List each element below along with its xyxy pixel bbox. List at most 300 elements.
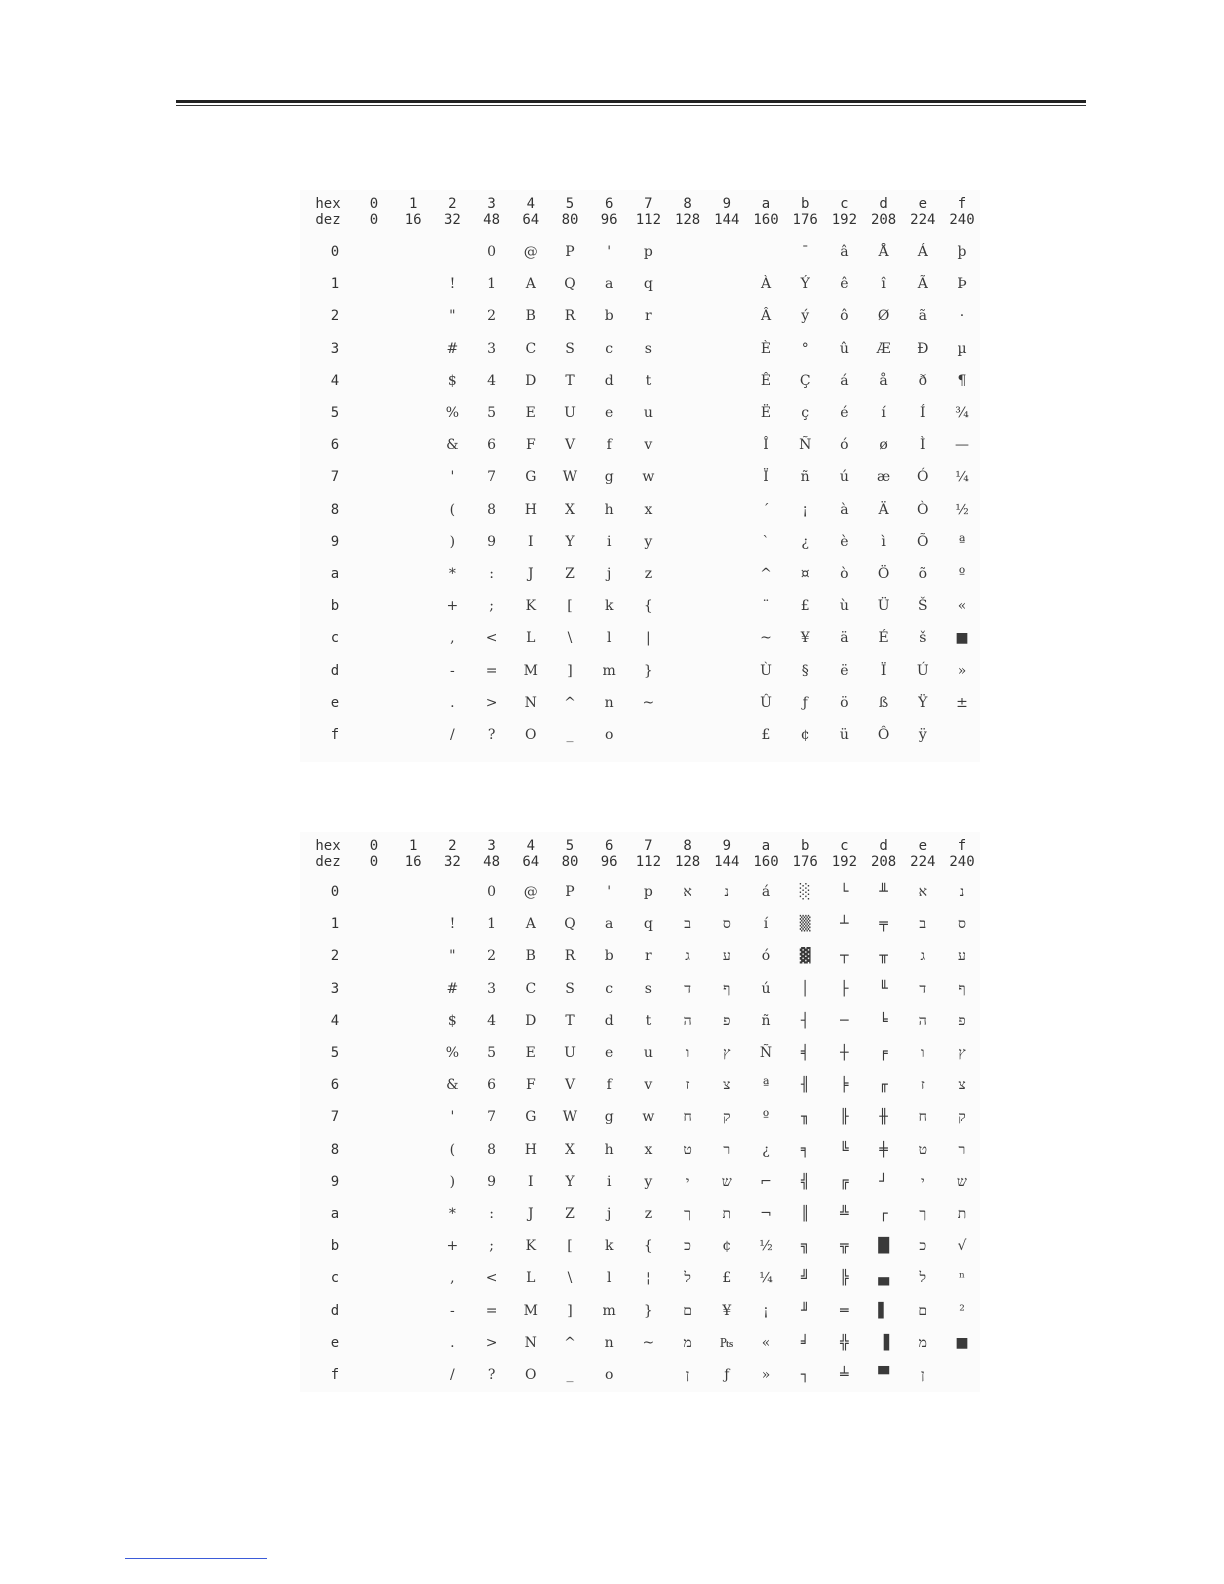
table-row	[300, 1134, 980, 1166]
char-cell: ?	[487, 727, 496, 743]
char-cell: י	[685, 1173, 690, 1190]
char-cell: ë	[840, 662, 849, 679]
char-cell	[707, 590, 747, 622]
char-cell: ,	[450, 630, 455, 647]
char-cell	[942, 719, 982, 751]
table-row	[300, 1101, 980, 1133]
char-cell: o	[604, 727, 614, 743]
char-cell: ש	[957, 1173, 967, 1190]
char-cell: <	[485, 1270, 498, 1287]
char-cell: _	[566, 727, 574, 743]
char-cell: z	[644, 566, 653, 582]
char-cell	[393, 655, 433, 687]
char-cell: þ	[957, 244, 967, 260]
char-cell: ê	[840, 276, 849, 293]
char-cell: ╨	[879, 884, 888, 900]
table-row	[300, 655, 980, 687]
row-label: c	[330, 630, 340, 647]
char-cell: ך	[684, 1206, 692, 1222]
dez-col-header: 208	[870, 854, 897, 870]
char-cell: M	[523, 662, 538, 679]
hex-col-header: 7	[644, 838, 653, 854]
char-cell: T	[565, 1012, 575, 1029]
char-cell: C	[525, 980, 537, 997]
char-cell: ס	[722, 916, 731, 933]
char-cell: V	[564, 437, 576, 454]
dez-col-header: 192	[831, 854, 858, 870]
char-cell: n	[604, 1334, 614, 1351]
char-cell: a	[605, 916, 614, 933]
char-cell: מ	[683, 1334, 692, 1351]
char-cell: [	[567, 1238, 573, 1255]
char-cell: ;	[489, 598, 494, 615]
char-cell: £	[761, 727, 771, 743]
char-cell: *	[448, 1206, 456, 1222]
table-row	[300, 1069, 980, 1101]
char-cell: _	[566, 1367, 574, 1383]
char-cell: i	[606, 533, 612, 550]
char-cell: 3	[487, 980, 497, 997]
char-cell	[354, 429, 394, 461]
char-cell: י	[920, 1173, 925, 1190]
character-table-2	[300, 832, 980, 1392]
char-cell	[354, 973, 394, 1005]
char-cell: 5	[487, 405, 497, 421]
char-cell	[707, 236, 747, 268]
char-cell: S	[565, 340, 575, 357]
hex-col-header: 2	[448, 196, 457, 212]
row-label: d	[330, 1302, 340, 1319]
char-cell	[354, 526, 394, 558]
char-cell: ל	[919, 1270, 927, 1287]
char-cell: F	[525, 1077, 536, 1094]
dez-col-header: 64	[522, 212, 540, 228]
char-cell: @	[523, 244, 538, 260]
char-cell: Z	[565, 1206, 575, 1222]
char-cell: :	[489, 566, 494, 582]
row-label: 2	[330, 948, 340, 965]
char-cell: ã	[918, 308, 927, 325]
char-cell	[354, 1230, 394, 1262]
char-cell: ▀	[878, 1367, 889, 1383]
char-cell: ■	[955, 630, 969, 647]
char-cell: x	[644, 1141, 653, 1158]
table-header	[300, 190, 980, 230]
char-cell	[668, 526, 708, 558]
char-cell: v	[644, 1077, 653, 1094]
dez-col-header: 0	[369, 854, 379, 870]
char-cell: U	[564, 1045, 576, 1061]
char-cell	[393, 1134, 433, 1166]
table-row	[300, 908, 980, 940]
char-cell: `	[762, 533, 770, 550]
char-cell: ┴	[840, 916, 849, 933]
char-cell	[393, 1262, 433, 1294]
hex-col-header: 5	[565, 196, 575, 212]
char-cell	[354, 461, 394, 493]
char-cell: Ô	[877, 727, 890, 743]
char-cell	[354, 655, 394, 687]
char-cell: Ã	[917, 276, 928, 293]
char-cell: d	[604, 372, 614, 389]
char-cell: (	[449, 1141, 456, 1158]
char-cell: ת	[722, 1206, 732, 1222]
char-cell: «	[761, 1334, 771, 1351]
char-cell: ò	[840, 566, 849, 582]
char-cell: :	[489, 1206, 494, 1222]
char-cell: $	[447, 372, 457, 389]
char-cell: {	[643, 598, 653, 615]
char-cell: h	[604, 501, 614, 518]
char-cell: g	[604, 1109, 614, 1126]
char-cell	[354, 268, 394, 300]
char-cell: R	[564, 948, 576, 965]
char-cell: f	[606, 1077, 612, 1094]
char-cell: Æ	[876, 340, 891, 357]
table-row	[300, 236, 980, 268]
char-cell: w	[642, 1109, 655, 1126]
char-cell: m	[602, 1302, 616, 1319]
table-row	[300, 1262, 980, 1294]
char-cell: Ñ	[799, 437, 812, 454]
char-cell	[707, 429, 747, 461]
char-cell: ╡	[800, 1045, 810, 1061]
char-cell: ╬	[840, 1334, 849, 1351]
char-cell: 6	[487, 437, 497, 454]
char-cell: t	[645, 1012, 652, 1029]
dez-col-header: 208	[870, 212, 897, 228]
dez-col-header: 128	[674, 854, 701, 870]
char-cell: Û	[760, 694, 772, 711]
character-table-1	[300, 190, 980, 762]
char-cell: ú	[839, 469, 849, 486]
table-row	[300, 494, 980, 526]
char-cell	[707, 622, 747, 654]
char-cell: כ	[919, 1238, 927, 1255]
char-cell	[668, 268, 708, 300]
char-cell: ╤	[879, 916, 888, 933]
char-cell	[393, 1230, 433, 1262]
dez-col-header: 32	[443, 854, 461, 870]
char-cell	[393, 1327, 433, 1359]
char-cell: \	[567, 1270, 573, 1287]
char-cell	[707, 365, 747, 397]
char-cell: z	[644, 1206, 653, 1222]
char-cell	[668, 687, 708, 719]
char-cell	[668, 236, 708, 268]
char-cell: ע	[722, 948, 731, 965]
char-cell: &	[446, 1077, 459, 1094]
char-cell: ~	[642, 1334, 655, 1351]
hex-col-header: f	[957, 838, 967, 854]
char-cell	[354, 1037, 394, 1069]
char-cell: ר	[958, 1141, 966, 1158]
char-cell: ב	[684, 916, 691, 933]
char-cell: g	[604, 469, 614, 486]
char-cell: à	[840, 501, 849, 518]
char-cell	[354, 719, 394, 751]
char-cell: Ï	[880, 662, 887, 679]
char-cell: ó	[761, 948, 771, 965]
char-cell: פ	[723, 1012, 731, 1029]
char-cell: }	[643, 1302, 653, 1319]
char-cell: !	[449, 916, 456, 933]
char-cell: ▒	[799, 916, 811, 933]
char-cell: D	[525, 1012, 537, 1029]
row-label: 4	[330, 1012, 340, 1029]
char-cell: ╔	[840, 1173, 849, 1190]
char-cell: u	[643, 1045, 653, 1061]
hex-col-header: 1	[408, 838, 418, 854]
char-cell: ┐	[800, 1367, 810, 1383]
char-cell: ý	[801, 308, 810, 325]
char-cell: D	[525, 372, 537, 389]
char-cell: Q	[564, 916, 576, 933]
table-row	[300, 333, 980, 365]
char-cell: ק	[723, 1109, 731, 1126]
char-cell	[668, 590, 708, 622]
char-cell: û	[839, 340, 849, 357]
char-cell: ü	[839, 727, 849, 743]
char-cell: è	[840, 533, 849, 550]
char-cell: Á	[917, 244, 928, 260]
char-cell: Y	[565, 1173, 575, 1190]
char-cell: c	[605, 340, 614, 357]
table-row	[300, 973, 980, 1005]
char-cell: ך	[919, 1206, 927, 1222]
char-cell	[393, 429, 433, 461]
dez-col-header: 224	[910, 854, 936, 870]
char-cell	[354, 622, 394, 654]
row-label: 5	[330, 405, 340, 421]
char-cell: u	[643, 405, 653, 421]
char-cell: æ	[877, 469, 891, 486]
hex-col-header: 0	[369, 196, 379, 212]
char-cell: ¶	[957, 372, 967, 389]
char-cell: a	[605, 276, 614, 293]
char-cell	[668, 397, 708, 429]
row-label: 0	[330, 244, 340, 260]
char-cell	[354, 940, 394, 972]
char-cell	[354, 236, 394, 268]
row-label: a	[330, 1206, 340, 1222]
char-cell	[707, 687, 747, 719]
row-label: 6	[330, 437, 340, 454]
row-label: f	[330, 1367, 340, 1383]
char-cell: Ò	[917, 501, 929, 518]
row-label: 9	[330, 533, 340, 550]
table-row	[300, 1005, 980, 1037]
char-cell: '	[607, 244, 612, 260]
table-row	[300, 940, 980, 972]
dez-label: dez	[315, 854, 341, 870]
char-cell: %	[445, 1045, 460, 1061]
char-cell: e	[605, 405, 614, 421]
char-cell: ג	[685, 948, 690, 965]
char-cell: Ó	[917, 469, 929, 486]
char-cell	[354, 494, 394, 526]
char-cell: m	[602, 662, 616, 679]
char-cell: Š	[918, 598, 928, 615]
header-rule-thin	[176, 105, 1086, 106]
dez-col-header: 160	[753, 854, 779, 870]
dez-col-header: 64	[522, 854, 540, 870]
dez-col-header: 176	[792, 854, 818, 870]
hex-col-header: e	[918, 196, 928, 212]
char-cell	[668, 494, 708, 526]
hex-col-header: f	[957, 196, 967, 212]
hex-col-header: 4	[526, 196, 536, 212]
dez-col-header: 192	[831, 212, 858, 228]
char-cell: ב	[919, 916, 927, 933]
char-cell: Õ	[917, 533, 929, 550]
char-cell: ה	[918, 1012, 927, 1029]
char-cell: ô	[840, 308, 849, 325]
char-cell: L	[526, 630, 536, 647]
char-cell: ╧	[840, 1367, 849, 1383]
char-cell: o	[604, 1367, 614, 1383]
char-cell: ^	[564, 694, 576, 711]
char-cell: $	[447, 1012, 457, 1029]
char-cell: P	[565, 244, 575, 260]
char-cell: ;	[489, 1238, 494, 1255]
char-cell: ö	[840, 694, 849, 711]
char-cell: !	[449, 276, 456, 293]
char-cell: ╪	[879, 1141, 888, 1158]
char-cell	[393, 236, 433, 268]
char-cell	[393, 876, 433, 908]
char-cell: p	[643, 244, 653, 260]
char-cell: t	[645, 372, 652, 389]
char-cell: )	[449, 533, 456, 550]
char-cell	[393, 908, 433, 940]
char-cell: H	[524, 1141, 537, 1158]
char-cell: N	[524, 1334, 537, 1351]
char-cell: [	[567, 598, 573, 615]
char-cell	[393, 1166, 433, 1198]
hex-col-header: 6	[604, 196, 614, 212]
char-cell: {	[643, 1238, 653, 1255]
char-cell	[668, 655, 708, 687]
char-cell: 1	[487, 916, 497, 933]
char-cell	[354, 365, 394, 397]
char-cell: +	[446, 598, 459, 615]
row-label: 3	[330, 980, 340, 997]
char-cell: J	[527, 566, 534, 582]
char-cell: h	[604, 1141, 614, 1158]
char-cell: ▌	[878, 1302, 889, 1319]
char-cell: ץ	[723, 1045, 731, 1061]
char-cell: 1	[487, 276, 497, 293]
char-cell: å	[879, 372, 888, 389]
char-cell: ó	[840, 437, 849, 454]
char-cell: 5	[487, 1045, 497, 1061]
hex-col-header: 1	[408, 196, 418, 212]
char-cell	[668, 300, 708, 332]
char-cell: õ	[918, 566, 928, 582]
char-cell: Þ	[957, 276, 967, 293]
char-cell: ╘	[879, 1012, 888, 1029]
hex-col-header: 0	[369, 838, 379, 854]
char-cell: P	[565, 884, 575, 900]
char-cell: »	[761, 1367, 771, 1383]
char-cell: ╕	[800, 1141, 810, 1158]
char-cell: Ñ	[759, 1045, 773, 1061]
char-cell: 9	[487, 533, 497, 550]
char-cell: א	[918, 884, 927, 900]
char-cell: ¥	[722, 1302, 732, 1319]
char-cell: ╛	[800, 1334, 810, 1351]
char-cell: Ù	[760, 662, 772, 679]
char-cell: G	[525, 1109, 537, 1126]
table-row	[300, 429, 980, 461]
char-cell: ²	[959, 1302, 965, 1319]
table-row	[300, 558, 980, 590]
table-row	[300, 1198, 980, 1230]
char-cell: A	[525, 276, 536, 293]
char-cell: -	[450, 1302, 455, 1319]
char-cell: ░	[799, 884, 811, 900]
char-cell: Ø	[877, 308, 890, 325]
table-row	[300, 461, 980, 493]
char-cell: ף	[723, 980, 731, 997]
char-cell: ן	[921, 1367, 925, 1383]
char-cell: O	[525, 1367, 537, 1383]
char-cell: á	[761, 884, 771, 900]
char-cell: Z	[565, 566, 575, 582]
char-cell: 2	[487, 308, 497, 325]
char-cell: 6	[487, 1077, 497, 1094]
dez-col-header: 160	[753, 212, 779, 228]
char-cell: ₧	[720, 1334, 734, 1351]
char-cell: v	[644, 437, 653, 454]
char-cell: ~	[760, 630, 772, 647]
char-cell: d	[604, 1012, 614, 1029]
char-cell: ç	[801, 405, 810, 421]
char-cell: ╩	[840, 1206, 849, 1222]
char-cell	[668, 558, 708, 590]
char-cell: ù	[839, 598, 849, 615]
char-cell: ¦	[646, 1270, 651, 1287]
table-row	[300, 1230, 980, 1262]
char-cell: /	[450, 727, 455, 743]
footnote-rule	[125, 1558, 267, 1559]
char-cell: ─	[840, 1012, 849, 1029]
char-cell: ?	[487, 1367, 496, 1383]
row-label: d	[330, 662, 340, 679]
char-cell: #	[446, 980, 459, 997]
char-cell	[707, 461, 747, 493]
table-row	[300, 876, 980, 908]
dez-col-header: 144	[714, 212, 740, 228]
char-cell: ט	[918, 1141, 928, 1158]
char-cell: K	[525, 1238, 537, 1255]
dez-col-header: 16	[404, 212, 422, 228]
char-cell: ]	[567, 1302, 573, 1319]
hex-col-header: 5	[565, 838, 575, 854]
hex-col-header: 3	[487, 196, 496, 212]
hex-col-header: 9	[722, 838, 732, 854]
row-label: f	[330, 727, 340, 743]
hex-col-header: b	[800, 196, 810, 212]
char-cell	[393, 397, 433, 429]
char-cell: -	[450, 662, 455, 679]
char-cell: ÿ	[918, 727, 927, 743]
char-cell	[354, 1005, 394, 1037]
char-cell: *	[448, 566, 456, 582]
char-cell: ½	[955, 501, 969, 518]
char-cell: פ	[958, 1012, 966, 1029]
